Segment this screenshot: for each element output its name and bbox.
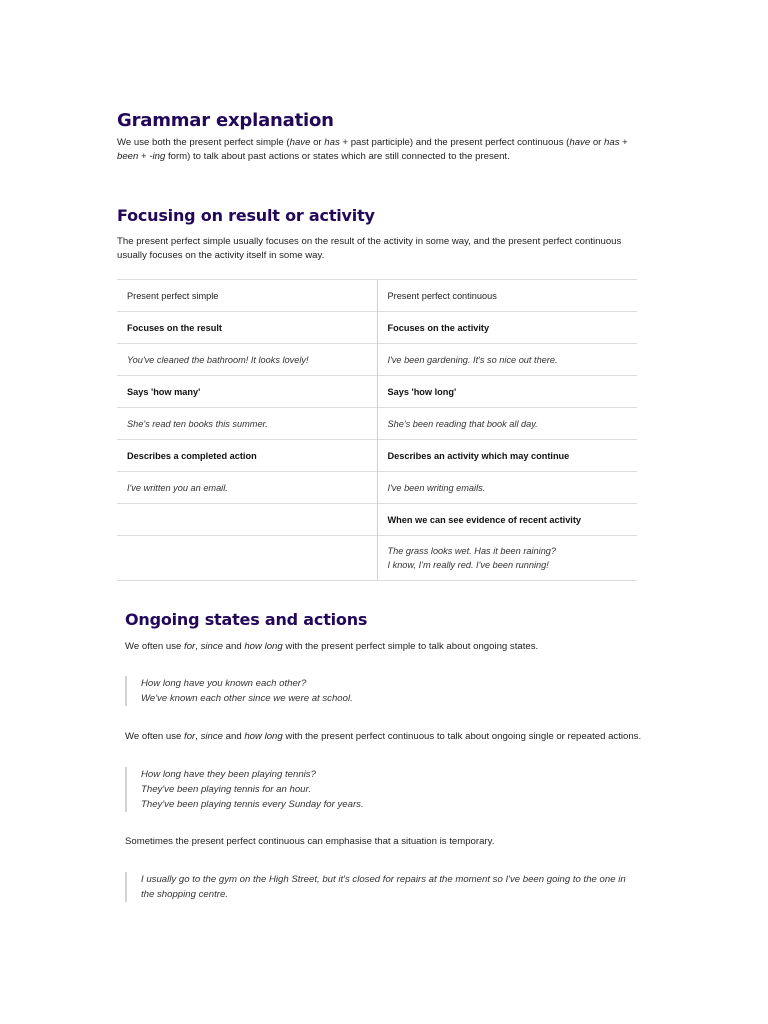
table-cell: [377, 536, 637, 581]
table-cell-empty: [117, 536, 377, 581]
table-cell: I've been gardening. It's so nice out there.: [377, 344, 637, 376]
focusing-heading: Focusing on result or activity: [117, 206, 375, 225]
grammar-explanation-intro: We use both the present perfect simple (have or has + past participle) and the present perfect continuous (have or has + been + -ing form) to talk about past actions or states which are still connected to the present.: [117, 137, 628, 162]
example-line: How long have you known each other?: [141, 678, 307, 689]
table-cell-empty: [117, 504, 377, 536]
table-row: [117, 376, 637, 408]
focusing-intro: The present perfect simple usually focuses on the result of the activity in some way, and the present perfect continuous usually focuses on the activity itself in some way.: [117, 236, 622, 261]
table-cell: Describes an activity which may continue: [377, 440, 637, 472]
example-line: They've been playing tennis every Sunday for years.: [141, 799, 364, 810]
table-header-cell: Present perfect continuous: [377, 280, 637, 312]
comparison-table: [117, 279, 637, 581]
table-cell: You've cleaned the bathroom! It looks lovely!: [117, 344, 377, 376]
example-line: How long have they been playing tennis?: [141, 769, 316, 780]
table-cell: She's been reading that book all day.: [377, 408, 637, 440]
ongoing-paragraph-2: We often use for, since and how long with the present perfect continuous to talk about ongoing single or repeated actions.: [125, 731, 642, 742]
table-row: [117, 536, 637, 581]
example-line: I usually go to the gym on the High Street, but it's closed for repairs at the moment so I've been going to the one in: [141, 874, 626, 885]
table-cell: Says 'how many': [117, 376, 377, 408]
table-cell: Focuses on the result: [117, 312, 377, 344]
table-cell: She's read ten books this summer.: [117, 408, 377, 440]
ongoing-heading: Ongoing states and actions: [125, 610, 368, 629]
grammar-explanation-heading: Grammar explanation: [117, 110, 334, 131]
table-row: [117, 408, 637, 440]
table-cell: I've been writing emails.: [377, 472, 637, 504]
example-block-3: [125, 872, 641, 902]
example-line: the shopping centre.: [141, 889, 228, 900]
example-line: They've been playing tennis for an hour.: [141, 784, 312, 795]
table-cell: Says 'how long': [377, 376, 637, 408]
ongoing-paragraph-3: Sometimes the present perfect continuous can emphasise that a situation is temporary.: [125, 836, 495, 847]
example-line: I know, I'm really red. I've been running!: [387, 560, 549, 570]
table-row: [117, 504, 637, 536]
example-block-2: [125, 767, 364, 812]
table-cell: Focuses on the activity: [377, 312, 637, 344]
table-row: [117, 312, 637, 344]
example-line: We've known each other since we were at school.: [141, 693, 353, 704]
table-cell: Describes a completed action: [117, 440, 377, 472]
table-row: [117, 344, 637, 376]
table-cell: I've written you an email.: [117, 472, 377, 504]
ongoing-paragraph-1: We often use for, since and how long with the present perfect simple to talk about ongoing states.: [125, 641, 539, 652]
table-header-row: [117, 280, 637, 312]
example-line: The grass looks wet. Has it been raining?: [387, 546, 557, 556]
example-block-1: [125, 676, 353, 706]
table-header-cell: Present perfect simple: [117, 280, 377, 312]
table-cell: When we can see evidence of recent activity: [377, 504, 637, 536]
table-row: [117, 472, 637, 504]
table-row: [117, 440, 637, 472]
